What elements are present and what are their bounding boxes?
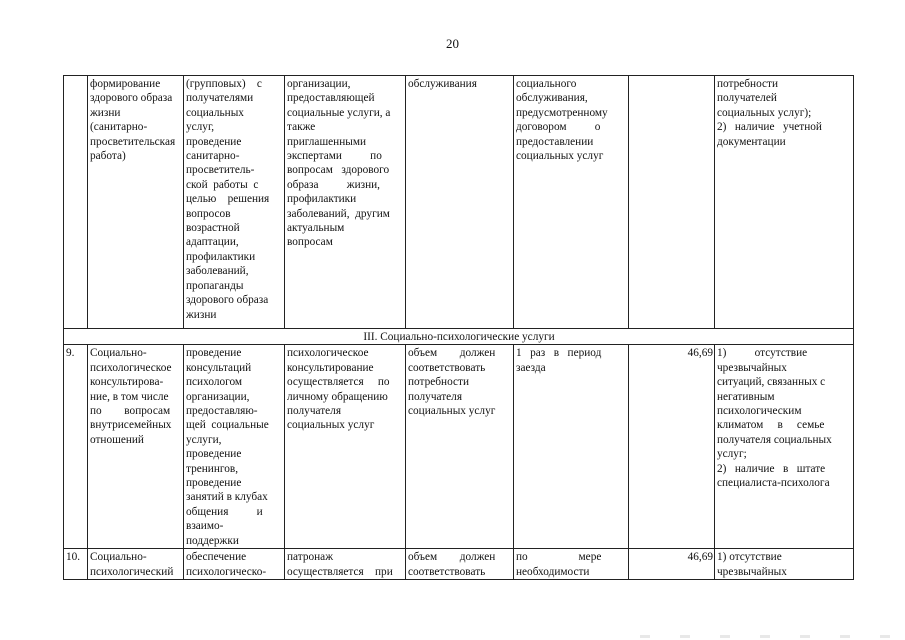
cell-line: обеспечение — [186, 551, 247, 564]
cell-line: актуальным — [287, 222, 345, 235]
cell-price: 46,69 — [629, 549, 715, 580]
section-title: III. Социально-психологические услуги — [64, 329, 854, 345]
cell-line: жизни — [186, 308, 217, 321]
scan-artifact — [640, 635, 900, 638]
cell-line: предусмотренному — [516, 106, 608, 119]
cell-line: экспертами по — [287, 150, 382, 163]
cell-terms — [514, 549, 629, 580]
cell-line: предоставлении — [516, 135, 594, 148]
cell-line: 1) отсутствие — [717, 551, 782, 564]
cell-line: Социально- — [90, 347, 147, 360]
cell-line: 2) наличие в штате — [717, 462, 826, 475]
cell-volume — [406, 76, 514, 329]
cell-line: взаимо- — [186, 520, 224, 533]
cell-line: чрезвычайных — [717, 361, 787, 374]
cell-line: предоставляющей — [287, 92, 375, 105]
cell-line: профилактики — [186, 250, 256, 263]
cell-line: потребности — [408, 376, 470, 389]
cell-line: психологическим — [717, 405, 802, 418]
cell-terms — [514, 76, 629, 329]
cell-line: организации, — [287, 78, 351, 90]
cell-line: вопросов — [186, 207, 231, 220]
cell-price — [629, 76, 715, 329]
cell-line: консультирова- — [90, 376, 164, 389]
cell-num: 10. — [64, 549, 88, 580]
cell-line: психологическое — [90, 361, 172, 374]
cell-line: получателя — [408, 390, 463, 403]
cell-line: образа жизни, — [287, 178, 381, 191]
cell-conditions — [285, 345, 406, 549]
cell-line: психологический — [90, 565, 174, 578]
cell-line: 1) отсутствие — [717, 347, 808, 360]
cell-line: специалиста-психолога — [717, 477, 830, 490]
cell-line: жизни — [90, 106, 121, 119]
cell-line: получателей — [717, 92, 777, 105]
cell-line: здорового образа — [186, 294, 269, 307]
cell-volume — [406, 549, 514, 580]
cell-num: 9. — [64, 345, 88, 549]
cell-line: объем должен — [408, 347, 496, 360]
cell-line: социальных — [186, 106, 244, 119]
cell-line: проведение — [186, 135, 242, 148]
cell-line: пропаганды — [186, 279, 244, 292]
cell-line: 1 раз в период — [516, 347, 602, 360]
table-row — [64, 345, 854, 549]
cell-line: заболеваний, — [186, 265, 249, 278]
cell-line: просветитель- — [186, 164, 255, 177]
cell-num — [64, 76, 88, 329]
cell-line: заезда — [516, 361, 546, 374]
cell-line: общения и — [186, 505, 263, 518]
cell-line: здорового образа — [90, 92, 173, 105]
cell-service-name — [88, 76, 184, 329]
cell-line: ситуаций, связанных с — [717, 376, 826, 389]
cell-line: документации — [717, 135, 786, 148]
cell-line: получателя — [287, 405, 342, 418]
cell-line: проведение — [186, 477, 242, 490]
cell-line: санитарно- — [186, 150, 240, 163]
cell-line: 2) наличие учетной — [717, 121, 822, 134]
cell-line: ние, в том числе — [90, 390, 169, 403]
cell-line: работа) — [90, 150, 126, 163]
cell-line: внутрисемейных — [90, 419, 172, 432]
cell-description — [184, 76, 285, 329]
cell-line: поддержки — [186, 534, 239, 547]
cell-line: целью решения — [186, 193, 270, 206]
services-table — [63, 75, 854, 580]
cell-line: (групповых) с — [186, 78, 262, 90]
cell-line: социальных услуг — [287, 419, 375, 432]
cell-line: формирование — [90, 78, 161, 90]
cell-line: получателя социальных — [717, 433, 832, 446]
cell-line: адаптации, — [186, 236, 239, 249]
cell-line: консультаций — [186, 361, 252, 374]
cell-line: психологом — [186, 376, 243, 389]
cell-line: необходимости — [516, 565, 590, 578]
cell-line: соответствовать — [408, 361, 486, 374]
cell-quality — [715, 345, 854, 549]
cell-line: социального — [516, 78, 577, 90]
cell-line: щей социальные — [186, 419, 269, 432]
table-row — [64, 549, 854, 580]
cell-line: климатом в семье — [717, 419, 825, 432]
cell-conditions — [285, 549, 406, 580]
cell-line: потребности — [717, 78, 779, 90]
cell-line: также — [287, 121, 316, 134]
cell-line: получателями — [186, 92, 254, 105]
cell-line: патронаж — [287, 551, 334, 564]
cell-terms — [514, 345, 629, 549]
cell-line: соответствовать — [408, 565, 486, 578]
cell-line: негативным — [717, 390, 775, 403]
cell-line: социальные услуги, а — [287, 106, 391, 119]
cell-line: по вопросам — [90, 405, 171, 418]
cell-service-name — [88, 345, 184, 549]
cell-price: 46,69 — [629, 345, 715, 549]
cell-line: проведение — [186, 347, 242, 360]
cell-line: предоставляю- — [186, 405, 258, 418]
cell-line: организации, — [186, 390, 250, 403]
page-number: 20 — [446, 36, 459, 51]
cell-line: чрезвычайных — [717, 565, 787, 578]
cell-line: договором о — [516, 121, 601, 134]
cell-line: профилактики — [287, 193, 357, 206]
cell-volume — [406, 345, 514, 549]
cell-line: услуги, — [186, 433, 222, 446]
cell-quality — [715, 76, 854, 329]
cell-line: социальных услуг — [408, 405, 496, 418]
cell-line: осуществляется по — [287, 376, 390, 389]
cell-line: Социально- — [90, 551, 147, 564]
cell-line: заболеваний, другим — [287, 207, 390, 220]
cell-line: проведение — [186, 448, 242, 461]
cell-line: (санитарно- — [90, 121, 148, 134]
cell-line: консультирование — [287, 361, 374, 374]
cell-line: обслуживания — [408, 78, 477, 90]
cell-line: просветительская — [90, 135, 176, 148]
cell-line: по мере — [516, 551, 602, 564]
cell-line: вопросам — [287, 236, 333, 249]
cell-line: психологическое — [287, 347, 369, 360]
cell-line: занятий в клубах — [186, 491, 268, 504]
cell-line: объем должен — [408, 551, 496, 564]
cell-line: отношений — [90, 433, 144, 446]
cell-line: социальных услуг); — [717, 106, 812, 119]
cell-line: услуг, — [186, 121, 215, 134]
cell-line: осуществляется при — [287, 565, 393, 578]
cell-line: вопросам здорового — [287, 164, 390, 177]
table-row-continuation — [64, 76, 854, 329]
cell-line: психологическо- — [186, 565, 267, 578]
cell-description — [184, 549, 285, 580]
section-header-row — [64, 329, 854, 345]
cell-line: обслуживания, — [516, 92, 588, 105]
cell-description — [184, 345, 285, 549]
cell-line: тренингов, — [186, 462, 239, 475]
cell-line: социальных услуг — [516, 150, 604, 163]
cell-line: услуг; — [717, 448, 747, 461]
cell-line: ской работы с — [186, 178, 259, 191]
cell-quality — [715, 549, 854, 580]
cell-line: личному обращению — [287, 390, 388, 403]
cell-line: возрастной — [186, 222, 240, 235]
cell-service-name — [88, 549, 184, 580]
cell-line: приглашенными — [287, 135, 367, 148]
cell-conditions — [285, 76, 406, 329]
